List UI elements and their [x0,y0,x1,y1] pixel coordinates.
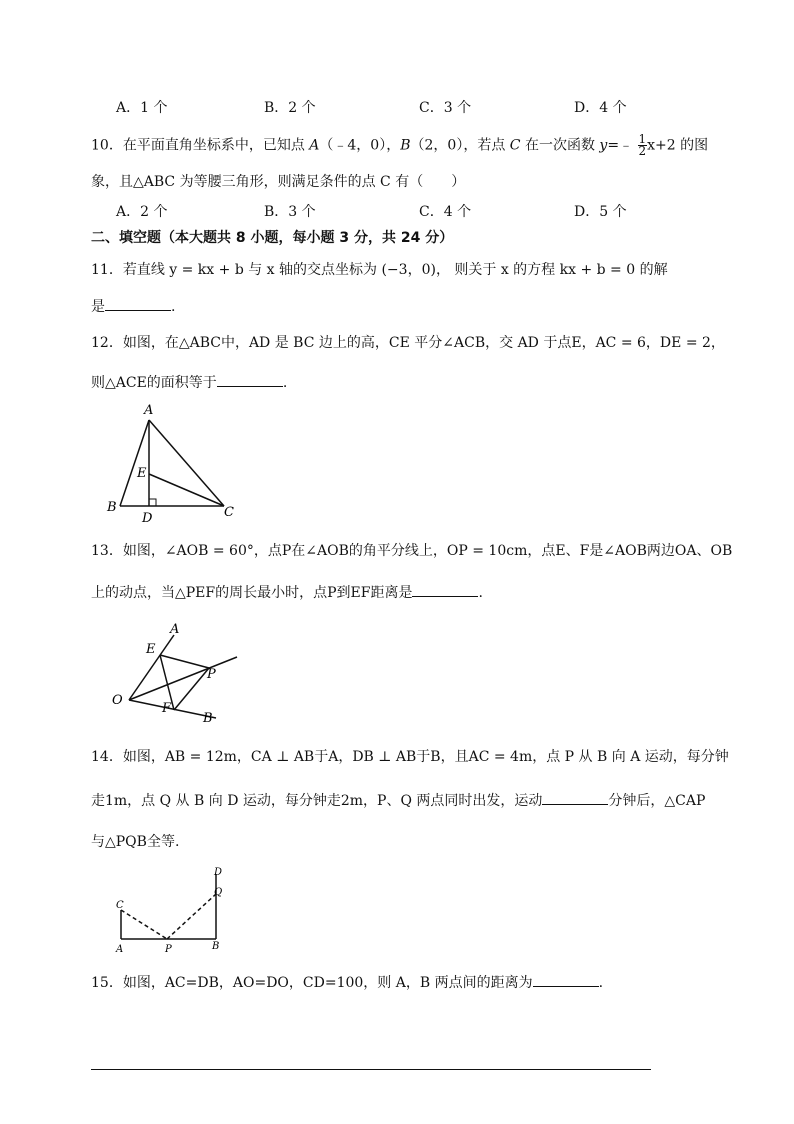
q10-option-b: B．3 个 [264,204,316,220]
q12-segment-ce [149,474,224,506]
q14-text-pre: 走1m，点 Q 从 B 向 D 运动，每分钟走2m，P、Q 两点同时出发，运动 [91,793,543,809]
q10-option-c: C．4 个 [419,204,472,220]
q14-text-post: 分钟后，△CAP [608,793,706,809]
q14-answer-blank[interactable] [542,792,608,805]
q11-line-2 [91,296,175,316]
q11-line-1: 11．若直线 y = kx + b 与 x 轴的交点坐标为 (−3，0)， 则关于 x 的方程 kx + b = 0 的解 [91,262,668,278]
q11-text-pre: 是 [91,299,105,315]
q12-answer-blank[interactable] [217,374,283,387]
q14-label-a: A [116,944,124,955]
q10-line-2: 象，且△ABC 为等腰三角形，则满足条件的点 C 有（ ） [91,174,466,190]
q14-label-c: C [116,900,124,911]
footer-rule [91,1069,651,1070]
q14-line-3: 与△PQB全等. [91,834,180,850]
q15-text-post: . [598,975,604,991]
q12-figure [104,400,244,525]
q13-line-2 [91,582,483,602]
q10-option-a: A．2 个 [116,204,168,220]
q9-option-a: A．1 个 [116,100,168,116]
q12-text-post: . [282,375,288,391]
q11-text-post: . [171,299,176,315]
q15-text-pre: 15．如图，AC=DB，AO=DO，CD=100，则 A，B 两点间的距离为 [91,975,533,991]
q10-eq: =﹣ [607,137,634,154]
q14-label-d: D [214,867,223,878]
q13-label-b: B [203,711,213,726]
q12-segment-ac [149,420,224,506]
q13-segment-ep [160,655,209,668]
q13-answer-blank[interactable] [412,584,478,597]
q12-right-angle-mark [149,499,156,506]
q14-label-b: B [212,941,220,952]
q10-line-1 [91,134,708,157]
section-2-title: 二、填空题（本大题共 8 小题，每小题 3 分，共 24 分） [91,230,454,246]
q13-label-p: P [207,667,216,682]
q10-point-b: B [400,137,411,154]
q13-text-pre: 上的动点，当△PEF的周长最小时，点P到EF距离是 [91,585,413,601]
q14-segment-pq [167,894,216,939]
q14-label-q: Q [214,887,223,898]
q10-frac-den: 2 [638,144,647,158]
q10-fraction [638,134,648,157]
q13-label-a: A [170,622,180,637]
q10-option-d: D．5 个 [574,204,627,220]
q13-label-f: F [162,701,172,716]
q9-option-c: C．3 个 [419,100,472,116]
q12-segment-ab [120,420,149,506]
q12-label-d: D [142,511,153,525]
q10-text-mid2: （2，0），若点 [410,137,510,154]
q13-line-1: 13．如图，∠AOB = 60°，点P在∠AOB的角平分线上，OP = 10cm，点E、F是∠AOB两边OA、OB [91,543,733,559]
q10-text-mid3: 在一次函数 [520,137,600,154]
q12-line-2 [91,372,287,392]
q10-frac-num: 1 [638,132,647,146]
q12-text-pre: 则△ACE的面积等于 [91,375,217,391]
q13-bisector-op [129,657,237,700]
q11-answer-blank[interactable] [105,298,171,311]
q10-tail: x+2 的图 [647,137,709,154]
q13-label-o: O [112,693,123,708]
q10-text-mid1: （﹣4，0）， [319,137,401,154]
q12-line-1: 12．如图，在△ABC中，AD 是 BC 边上的高，CE 平分∠ACB，交 AD 于点E，AC = 6，DE = 2， [91,335,725,351]
q13-label-e: E [146,642,156,657]
q10-point-a: A [309,137,320,154]
q15-answer-blank[interactable] [533,974,599,987]
q12-label-b: B [107,500,117,515]
q14-line-2 [91,790,705,810]
q15-line [91,972,603,992]
q10-text-pre: 10．在平面直角坐标系中，已知点 [91,137,310,154]
q14-figure [104,862,234,957]
q12-label-c: C [224,505,234,520]
q9-option-b: B．2 个 [264,100,316,116]
q10-point-c: C [509,137,521,154]
q12-label-a: A [144,403,154,418]
q9-option-d: D．4 个 [574,100,627,116]
q14-line-1: 14．如图，AB = 12m，CA ⊥ AB于A，DB ⊥ AB于B，且AC = 4m，点 P 从 B 向 A 运动，每分钟 [91,749,729,765]
q14-segment-cp [121,910,167,939]
q14-label-p: P [165,944,172,955]
q13-text-post: . [478,585,483,601]
q13-figure [104,615,254,730]
q13-segment-pf [174,668,209,710]
q10-y-var: y [599,137,608,154]
q12-label-e: E [137,466,147,481]
